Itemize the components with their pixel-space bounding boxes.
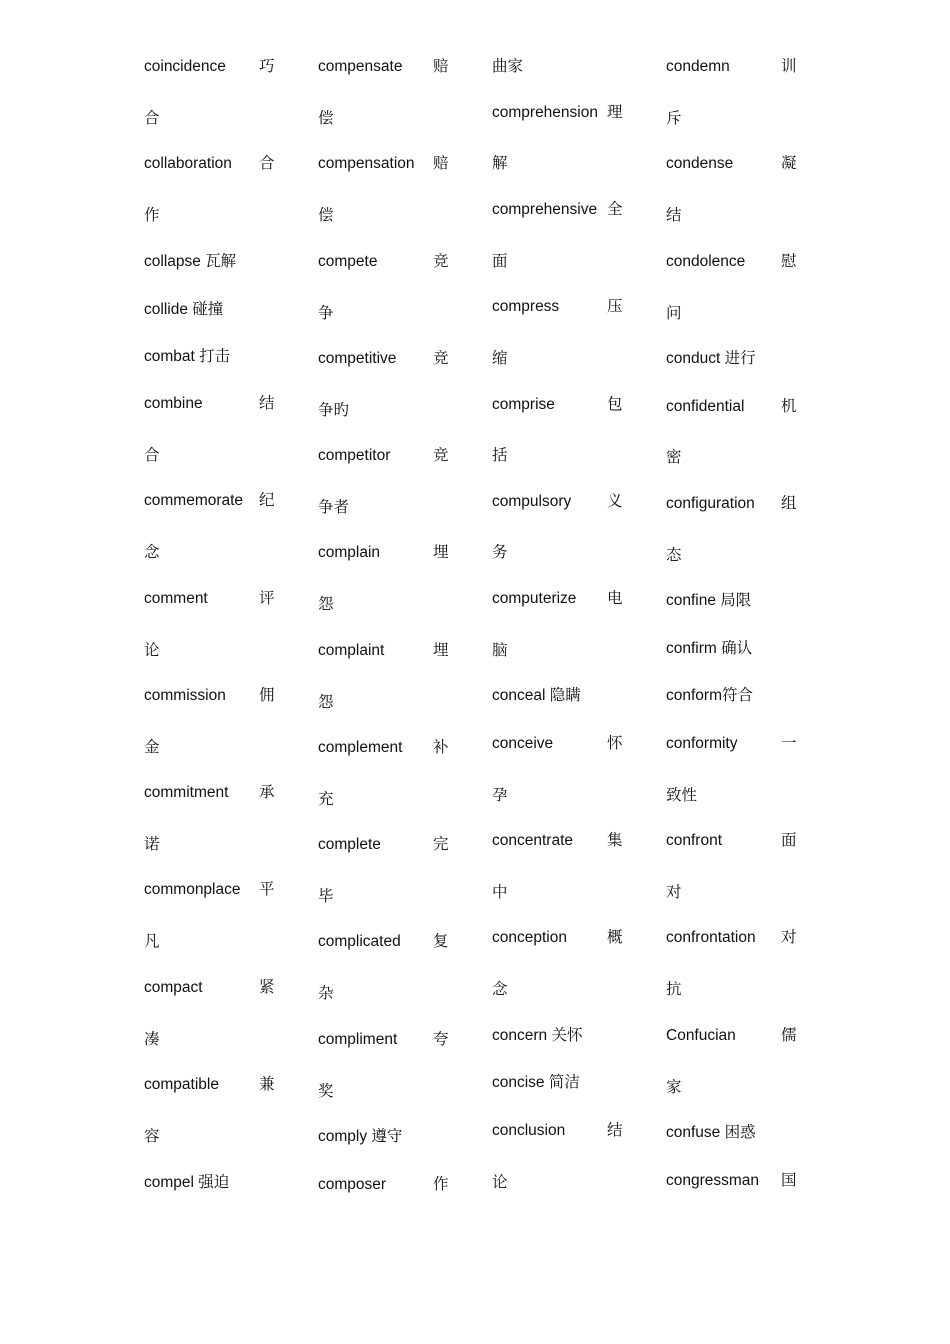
line-text-start: 论 <box>144 642 160 659</box>
line-text-start: compensate <box>318 58 403 75</box>
line-text-start: conduct 进行 <box>666 350 756 367</box>
text-line <box>144 1125 314 1149</box>
line-text-start: competitive <box>318 350 397 367</box>
line-text-start: 杂 <box>318 985 334 1002</box>
line-text-end: 凝 <box>781 155 797 172</box>
text-line <box>318 1028 488 1052</box>
line-text-end: 平 <box>259 881 275 898</box>
line-text-end: 纪 <box>259 492 275 509</box>
text-line <box>144 976 314 1000</box>
text-line <box>666 1121 836 1145</box>
line-text-start: 怨 <box>318 694 334 711</box>
line-text-end: 复 <box>433 933 449 950</box>
line-text-start: concentrate <box>492 832 573 849</box>
line-text-start: competitor <box>318 447 391 464</box>
text-line <box>318 496 488 520</box>
line-text-start: 合 <box>144 447 160 464</box>
text-line <box>144 639 314 663</box>
text-line <box>318 833 488 857</box>
line-text-start: condolence <box>666 253 746 270</box>
text-line <box>492 444 662 468</box>
text-line <box>144 250 314 274</box>
line-text-start: confront <box>666 832 723 849</box>
text-line <box>144 444 314 468</box>
line-text-end: 承 <box>259 784 275 801</box>
vocabulary-column-3 <box>492 0 662 1344</box>
line-text-start: 争旳 <box>318 402 350 419</box>
line-text-start: 偿 <box>318 110 334 127</box>
text-line <box>492 393 662 417</box>
text-line <box>492 1071 662 1095</box>
line-text-end: 埋 <box>433 544 449 561</box>
text-line <box>492 541 662 565</box>
text-line <box>666 446 836 470</box>
line-text-start: compatible <box>144 1076 219 1093</box>
text-line <box>492 1119 662 1143</box>
line-text-end: 国 <box>781 1172 797 1189</box>
line-text-start: 面 <box>492 253 508 270</box>
line-text-start: 问 <box>666 305 682 322</box>
line-text-end: 包 <box>607 396 623 413</box>
line-text-end: 佣 <box>259 687 275 704</box>
text-line <box>318 1080 488 1104</box>
text-line <box>144 1171 314 1195</box>
line-text-start: concern 关怀 <box>492 1027 583 1044</box>
line-text-start: 缩 <box>492 350 508 367</box>
line-text-start: congressman <box>666 1172 760 1189</box>
text-line <box>492 587 662 611</box>
text-line <box>492 784 662 808</box>
line-text-start: comment <box>144 590 208 607</box>
text-line <box>144 930 314 954</box>
line-text-start: 括 <box>492 447 508 464</box>
text-line <box>492 1024 662 1048</box>
line-text-start: commission <box>144 687 226 704</box>
line-text-end: 训 <box>781 58 797 75</box>
line-text-start: 对 <box>666 884 682 901</box>
vocabulary-column-2 <box>318 0 488 1344</box>
text-line <box>318 930 488 954</box>
line-text-start: 密 <box>666 449 682 466</box>
text-line <box>666 829 836 853</box>
line-text-start: 争 <box>318 305 334 322</box>
text-line <box>318 788 488 812</box>
line-text-start: conceal 隐瞒 <box>492 687 581 704</box>
line-text-start: compel 强迫 <box>144 1174 230 1191</box>
line-text-start: comprehension <box>492 104 598 121</box>
line-text-start: configuration <box>666 495 755 512</box>
line-text-end: 全 <box>607 201 623 218</box>
line-text-start: commitment <box>144 784 229 801</box>
line-text-start: 务 <box>492 544 508 561</box>
text-line <box>144 107 314 131</box>
text-line <box>144 781 314 805</box>
text-line <box>318 736 488 760</box>
line-text-start: 诺 <box>144 836 160 853</box>
line-text-end: 概 <box>607 929 623 946</box>
line-text-start: 作 <box>144 207 160 224</box>
line-text-start: Confucian <box>666 1027 736 1044</box>
line-text-start: collapse 瓦解 <box>144 253 237 270</box>
line-text-end: 理 <box>607 104 623 121</box>
line-text-start: 念 <box>492 981 508 998</box>
text-line <box>666 926 836 950</box>
line-text-start: comprehensive <box>492 201 598 218</box>
text-line <box>318 302 488 326</box>
line-text-start: 家 <box>666 1079 682 1096</box>
line-text-end: 埋 <box>433 642 449 659</box>
line-text-start: compact <box>144 979 203 996</box>
line-text-start: 争者 <box>318 499 350 516</box>
line-text-end: 集 <box>607 832 623 849</box>
line-text-start: 奖 <box>318 1083 334 1100</box>
text-line <box>666 732 836 756</box>
line-text-start: compress <box>492 298 560 315</box>
text-line <box>318 250 488 274</box>
line-text-end: 完 <box>433 836 449 853</box>
line-text-start: commonplace <box>144 881 241 898</box>
line-text-start: 凑 <box>144 1031 160 1048</box>
text-line <box>492 295 662 319</box>
text-line <box>318 1125 488 1149</box>
line-text-end: 儒 <box>781 1027 797 1044</box>
line-text-start: 中 <box>492 884 508 901</box>
line-text-start: compensation <box>318 155 415 172</box>
text-line <box>666 1169 836 1193</box>
vocabulary-column-4 <box>666 0 836 1344</box>
text-line <box>492 55 662 79</box>
text-line <box>492 347 662 371</box>
line-text-start: confine 局限 <box>666 592 752 609</box>
line-text-start: condense <box>666 155 734 172</box>
text-line <box>318 982 488 1006</box>
text-line <box>318 885 488 909</box>
text-line <box>144 345 314 369</box>
line-text-start: complaint <box>318 642 385 659</box>
text-line <box>318 55 488 79</box>
text-line <box>144 736 314 760</box>
line-text-start: 论 <box>492 1174 508 1191</box>
line-text-start: comprise <box>492 396 555 413</box>
text-line <box>666 302 836 326</box>
text-line <box>318 444 488 468</box>
text-line <box>666 107 836 131</box>
line-text-start: 孕 <box>492 787 508 804</box>
line-text-start: combat 打击 <box>144 348 231 365</box>
text-line <box>666 1076 836 1100</box>
text-line <box>144 541 314 565</box>
line-text-start: confrontation <box>666 929 756 946</box>
text-line <box>144 587 314 611</box>
line-text-start: 结 <box>666 207 682 224</box>
text-line <box>144 392 314 416</box>
text-line <box>144 878 314 902</box>
line-text-end: 一 <box>781 735 797 752</box>
line-text-end: 作 <box>433 1176 449 1193</box>
text-line <box>318 347 488 371</box>
line-text-start: 斥 <box>666 110 682 127</box>
line-text-end: 组 <box>781 495 797 512</box>
line-text-start: complain <box>318 544 381 561</box>
line-text-start: 念 <box>144 544 160 561</box>
text-line <box>666 55 836 79</box>
line-text-start: compete <box>318 253 378 270</box>
text-line <box>492 1171 662 1195</box>
line-text-start: conception <box>492 929 567 946</box>
line-text-end: 机 <box>781 398 797 415</box>
line-text-start: conceive <box>492 735 554 752</box>
line-text-end: 竞 <box>433 447 449 464</box>
text-line <box>492 926 662 950</box>
text-line <box>144 55 314 79</box>
line-text-start: 凡 <box>144 933 160 950</box>
text-line <box>318 204 488 228</box>
line-text-start: complicated <box>318 933 401 950</box>
line-text-start: composer <box>318 1176 387 1193</box>
text-line <box>492 639 662 663</box>
line-text-start: 抗 <box>666 981 682 998</box>
line-text-end: 合 <box>259 155 275 172</box>
line-text-start: confirm 确认 <box>666 640 753 657</box>
line-text-start: compulsory <box>492 493 572 510</box>
text-line <box>666 784 836 808</box>
text-line <box>144 1028 314 1052</box>
text-line <box>318 152 488 176</box>
text-line <box>492 490 662 514</box>
line-text-start: commemorate <box>144 492 244 509</box>
text-line <box>492 732 662 756</box>
text-line <box>144 684 314 708</box>
text-line <box>318 107 488 131</box>
text-line <box>318 593 488 617</box>
text-line <box>666 492 836 516</box>
text-line <box>666 637 836 661</box>
line-text-end: 赔 <box>433 58 449 75</box>
text-line <box>318 1173 488 1197</box>
line-text-start: conform符合 <box>666 687 753 704</box>
line-text-start: combine <box>144 395 203 412</box>
line-text-start: coincidence <box>144 58 226 75</box>
text-line <box>492 978 662 1002</box>
text-line <box>666 544 836 568</box>
text-line <box>666 881 836 905</box>
vocabulary-column-1 <box>144 0 314 1344</box>
line-text-start: 毕 <box>318 888 334 905</box>
line-text-start: computerize <box>492 590 577 607</box>
line-text-end: 紧 <box>259 979 275 996</box>
line-text-end: 面 <box>781 832 797 849</box>
line-text-start: 充 <box>318 791 334 808</box>
text-line <box>666 152 836 176</box>
line-text-start: compliment <box>318 1031 398 1048</box>
text-line <box>666 347 836 371</box>
line-text-end: 结 <box>607 1122 623 1139</box>
line-text-end: 慰 <box>781 253 797 270</box>
text-line <box>666 589 836 613</box>
text-line <box>492 250 662 274</box>
line-text-start: 致性 <box>666 787 698 804</box>
line-text-end: 兼 <box>259 1076 275 1093</box>
line-text-start: conclusion <box>492 1122 566 1139</box>
line-text-start: 解 <box>492 155 508 172</box>
line-text-start: 合 <box>144 110 160 127</box>
text-line <box>318 691 488 715</box>
line-text-end: 电 <box>607 590 623 607</box>
line-text-start: concise 简洁 <box>492 1074 580 1091</box>
text-line <box>144 152 314 176</box>
line-text-end: 竞 <box>433 350 449 367</box>
line-text-start: 脑 <box>492 642 508 659</box>
line-text-start: 怨 <box>318 596 334 613</box>
text-line <box>492 684 662 708</box>
line-text-start: confidential <box>666 398 745 415</box>
line-text-end: 竞 <box>433 253 449 270</box>
line-text-end: 补 <box>433 739 449 756</box>
text-line <box>144 489 314 513</box>
text-line <box>492 829 662 853</box>
line-text-start: complement <box>318 739 403 756</box>
text-line <box>144 298 314 322</box>
text-line <box>318 399 488 423</box>
text-line <box>492 198 662 222</box>
line-text-end: 夸 <box>433 1031 449 1048</box>
line-text-start: comply 遵守 <box>318 1128 403 1145</box>
line-text-start: 金 <box>144 739 160 756</box>
line-text-end: 压 <box>607 298 623 315</box>
line-text-end: 赔 <box>433 155 449 172</box>
text-line <box>144 833 314 857</box>
text-line <box>144 204 314 228</box>
line-text-end: 评 <box>259 590 275 607</box>
line-text-end: 怀 <box>607 735 623 752</box>
text-line <box>666 204 836 228</box>
line-text-end: 义 <box>607 493 623 510</box>
text-line <box>666 978 836 1002</box>
line-text-end: 对 <box>781 929 797 946</box>
line-text-start: conformity <box>666 735 738 752</box>
text-line <box>492 101 662 125</box>
line-text-start: 偿 <box>318 207 334 224</box>
text-line <box>666 395 836 419</box>
line-text-end: 巧 <box>259 58 275 75</box>
line-text-start: confuse 困惑 <box>666 1124 756 1141</box>
line-text-start: condemn <box>666 58 730 75</box>
text-line <box>666 1024 836 1048</box>
line-text-start: 态 <box>666 547 682 564</box>
line-text-start: collaboration <box>144 155 232 172</box>
line-text-start: complete <box>318 836 381 853</box>
text-line <box>318 639 488 663</box>
text-line <box>666 684 836 708</box>
text-line <box>318 541 488 565</box>
line-text-start: 容 <box>144 1128 160 1145</box>
line-text-start: 曲家 <box>492 58 524 75</box>
text-line <box>492 152 662 176</box>
text-line <box>144 1073 314 1097</box>
line-text-end: 结 <box>259 395 275 412</box>
text-line <box>492 881 662 905</box>
text-line <box>666 250 836 274</box>
line-text-start: collide 碰撞 <box>144 301 224 318</box>
